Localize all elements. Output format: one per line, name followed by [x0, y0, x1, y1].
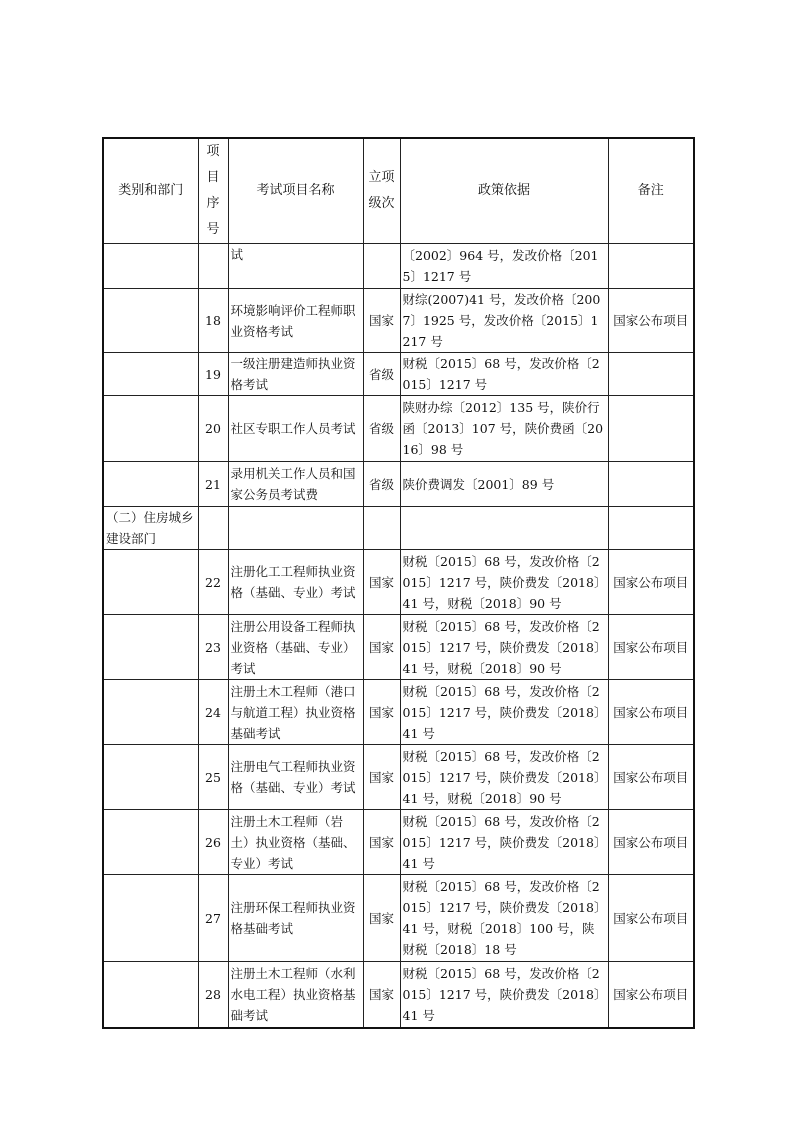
- cell-name: 环境影响评价工程师职业资格考试: [228, 289, 363, 353]
- cell-name: 注册土木工程师（水利水电工程）执业资格基础考试: [228, 962, 363, 1028]
- header-seq: 项目 序号: [198, 138, 228, 244]
- table-row: [103, 745, 694, 810]
- cell-seq: 21: [198, 462, 228, 507]
- cell-name: 注册化工工程师执业资格（基础、专业）考试: [228, 550, 363, 615]
- cell-note: 国家公布项目: [608, 550, 694, 615]
- cell-policy: 财税〔2015〕68 号，发改价格〔2015〕1217 号，陕价费发〔2018〕41 号，财税〔2018〕100 号，陕财税〔2018〕18 号: [400, 875, 608, 962]
- cell-policy: 陕价费调发〔2001〕89 号: [400, 462, 608, 507]
- cell-note: 国家公布项目: [608, 962, 694, 1028]
- exam-fee-table: [102, 137, 695, 1029]
- cell-name: 注册电气工程师执业资格（基础、专业）考试: [228, 745, 363, 810]
- cell-name: [228, 507, 363, 550]
- cell-policy: 财税〔2015〕68 号，发改价格〔2015〕1217 号，陕价费发〔2018〕41 号: [400, 680, 608, 745]
- table-row-section: [103, 507, 694, 550]
- cell-category: [103, 745, 198, 810]
- cell-note: 国家公布项目: [608, 810, 694, 875]
- cell-seq: [198, 507, 228, 550]
- cell-level: 国家: [363, 615, 400, 680]
- table-row: [103, 680, 694, 745]
- cell-level: 国家: [363, 745, 400, 810]
- header-level: 立项 级次: [363, 138, 400, 244]
- cell-category: [103, 244, 198, 289]
- cell-note: 国家公布项目: [608, 289, 694, 353]
- table-row: [103, 353, 694, 396]
- table-row: [103, 962, 694, 1028]
- table-row: [103, 615, 694, 680]
- table-row: [103, 289, 694, 353]
- cell-note: 国家公布项目: [608, 875, 694, 962]
- cell-seq: 22: [198, 550, 228, 615]
- cell-seq: 23: [198, 615, 228, 680]
- cell-level: 国家: [363, 875, 400, 962]
- cell-level: 省级: [363, 396, 400, 462]
- cell-note: [608, 462, 694, 507]
- cell-note: 国家公布项目: [608, 615, 694, 680]
- cell-policy: 财税〔2015〕68 号，发改价格〔2015〕1217 号，陕价费发〔2018〕41 号，财税〔2018〕90 号: [400, 615, 608, 680]
- cell-name: 注册土木工程师（港口与航道工程）执业资格基础考试: [228, 680, 363, 745]
- cell-level: 国家: [363, 680, 400, 745]
- cell-seq: 19: [198, 353, 228, 396]
- cell-policy: 财税〔2015〕68 号，发改价格〔2015〕1217 号，陕价费发〔2018〕41 号: [400, 962, 608, 1028]
- cell-level: 国家: [363, 289, 400, 353]
- cell-category: [103, 396, 198, 462]
- table-row: [103, 462, 694, 507]
- cell-seq: 26: [198, 810, 228, 875]
- cell-name: 注册土木工程师（岩土）执业资格（基础、专业）考试: [228, 810, 363, 875]
- header-category: 类别和部门: [103, 138, 198, 244]
- cell-seq: 28: [198, 962, 228, 1028]
- cell-seq: 27: [198, 875, 228, 962]
- cell-category: [103, 875, 198, 962]
- cell-category: [103, 550, 198, 615]
- table-row: [103, 810, 694, 875]
- cell-policy: 财税〔2015〕68 号，发改价格〔2015〕1217 号，陕价费发〔2018〕41 号，财税〔2018〕90 号: [400, 550, 608, 615]
- table-row: [103, 550, 694, 615]
- cell-note: [608, 353, 694, 396]
- cell-name: 录用机关工作人员和国家公务员考试费: [228, 462, 363, 507]
- cell-level: 省级: [363, 462, 400, 507]
- cell-seq: 24: [198, 680, 228, 745]
- cell-policy: 财综(2007)41 号，发改价格〔2007〕1925 号，发改价格〔2015〕1217 号: [400, 289, 608, 353]
- cell-level: 省级: [363, 353, 400, 396]
- cell-level: 国家: [363, 810, 400, 875]
- cell-category: [103, 289, 198, 353]
- cell-note: [608, 244, 694, 289]
- cell-policy: 财税〔2015〕68 号，发改价格〔2015〕1217 号，陕价费发〔2018〕41 号: [400, 810, 608, 875]
- cell-category: （二）住房城乡建设部门: [103, 507, 198, 550]
- cell-policy: 财税〔2015〕68 号，发改价格〔2015〕1217 号，陕价费发〔2018〕41 号，财税〔2018〕90 号: [400, 745, 608, 810]
- cell-category: [103, 615, 198, 680]
- cell-policy: 陕财办综〔2012〕135 号，陕价行函〔2013〕107 号，陕价费函〔2016〕98 号: [400, 396, 608, 462]
- table-row: [103, 396, 694, 462]
- cell-category: [103, 680, 198, 745]
- cell-category: [103, 810, 198, 875]
- header-note: 备注: [608, 138, 694, 244]
- cell-category: [103, 962, 198, 1028]
- cell-policy: [400, 507, 608, 550]
- cell-category: [103, 353, 198, 396]
- cell-name: 一级注册建造师执业资格考试: [228, 353, 363, 396]
- header-name: 考试项目名称: [228, 138, 363, 244]
- cell-seq: 25: [198, 745, 228, 810]
- cell-name: 注册公用设备工程师执业资格（基础、专业）考试: [228, 615, 363, 680]
- cell-name: 试: [228, 244, 363, 289]
- header-row: [103, 138, 694, 244]
- cell-seq: [198, 244, 228, 289]
- cell-level: 国家: [363, 962, 400, 1028]
- cell-name: 社区专职工作人员考试: [228, 396, 363, 462]
- cell-category: [103, 462, 198, 507]
- cell-name: 注册环保工程师执业资格基础考试: [228, 875, 363, 962]
- cell-policy: 财税〔2015〕68 号，发改价格〔2015〕1217 号: [400, 353, 608, 396]
- cell-note: 国家公布项目: [608, 680, 694, 745]
- cell-note: [608, 396, 694, 462]
- cell-policy: 〔2002〕964 号，发改价格〔2015〕1217 号: [400, 244, 608, 289]
- cell-level: [363, 244, 400, 289]
- cell-note: [608, 507, 694, 550]
- cell-note: 国家公布项目: [608, 745, 694, 810]
- header-policy: 政策依据: [400, 138, 608, 244]
- table-row: [103, 875, 694, 962]
- cell-seq: 20: [198, 396, 228, 462]
- cell-level: [363, 507, 400, 550]
- cell-level: 国家: [363, 550, 400, 615]
- cell-seq: 18: [198, 289, 228, 353]
- table-row: [103, 244, 694, 289]
